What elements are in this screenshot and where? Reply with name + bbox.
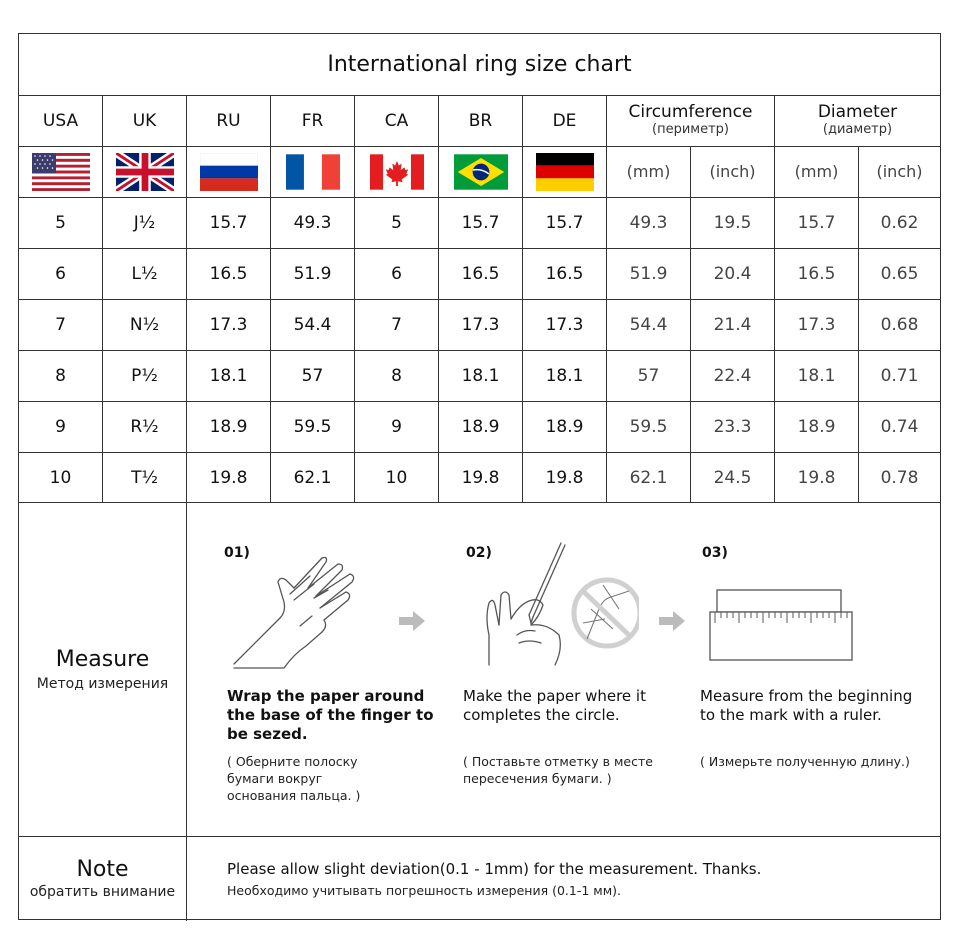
header-br: BR bbox=[468, 110, 493, 131]
table-cell: 54.4 bbox=[629, 315, 668, 335]
table-cell: 62.1 bbox=[293, 468, 332, 488]
header-ca: CA bbox=[384, 110, 409, 131]
header-ru: RU bbox=[216, 110, 241, 131]
table-cell: 18.1 bbox=[545, 366, 584, 386]
unit-inch: (inch) bbox=[709, 162, 756, 181]
step-1-text bbox=[227, 687, 434, 744]
note-label-cell bbox=[19, 837, 186, 920]
table-cell: P½ bbox=[131, 366, 158, 386]
step-2-text bbox=[463, 687, 646, 725]
table-cell: 6 bbox=[55, 264, 66, 284]
table-cell: 19.8 bbox=[797, 468, 836, 488]
brazil-flag bbox=[439, 146, 522, 197]
table-cell: 54.4 bbox=[293, 315, 332, 335]
table-cell: 15.7 bbox=[797, 213, 836, 233]
table-cell: 49.3 bbox=[293, 213, 332, 233]
table-cell: 0.62 bbox=[880, 213, 919, 233]
measure-label-cell bbox=[19, 503, 186, 836]
table-cell: 16.5 bbox=[545, 264, 584, 284]
note-text: Please allow slight deviation(0.1 - 1mm) for the measurement. Thanks. bbox=[227, 860, 762, 878]
uk-flag bbox=[103, 146, 186, 197]
header-fr: FR bbox=[301, 110, 324, 131]
note-label-ru: обратить внимание bbox=[29, 884, 176, 901]
step-2-text-line: Make the paper where it bbox=[463, 687, 646, 705]
step-1-number: 01) bbox=[224, 545, 250, 561]
table-cell: 59.5 bbox=[629, 417, 668, 437]
table-cell: 8 bbox=[391, 366, 402, 386]
table-cell: 5 bbox=[55, 213, 66, 233]
table-cell: 57 bbox=[637, 366, 660, 386]
table-cell: 15.7 bbox=[209, 213, 248, 233]
table-cell: 9 bbox=[391, 417, 402, 437]
table-cell: 10 bbox=[385, 468, 408, 488]
table-cell: 18.1 bbox=[209, 366, 248, 386]
divider bbox=[186, 836, 187, 921]
ring-size-chart bbox=[18, 33, 941, 920]
table-cell: 0.71 bbox=[880, 366, 919, 386]
step-2-number: 02) bbox=[466, 545, 492, 561]
table-cell: 23.3 bbox=[713, 417, 752, 437]
table-cell: 17.3 bbox=[209, 315, 248, 335]
table-cell: 17.3 bbox=[797, 315, 836, 335]
table-cell: J½ bbox=[133, 213, 156, 233]
table-cell: 15.7 bbox=[545, 213, 584, 233]
circumference-label-ru: (периметр) bbox=[652, 121, 729, 137]
note-text-ru: Необходимо учитывать погрешность измерения (0.1-1 мм). bbox=[227, 883, 621, 898]
table-cell: 51.9 bbox=[629, 264, 668, 284]
usa-flag bbox=[19, 146, 102, 197]
diameter-label: Diameter bbox=[817, 102, 898, 123]
header-circumference bbox=[607, 95, 774, 146]
arrow-right-icon bbox=[399, 611, 425, 631]
step-1-text-line: the base of the finger to bbox=[227, 706, 434, 724]
table-cell: 51.9 bbox=[293, 264, 332, 284]
measure-label-ru: Метод измерения bbox=[36, 675, 169, 692]
arrow-right-icon bbox=[659, 611, 685, 631]
step-1-text-ru bbox=[227, 753, 360, 804]
table-cell: 17.3 bbox=[461, 315, 500, 335]
table-cell: 0.68 bbox=[880, 315, 919, 335]
step-3-number: 03) bbox=[702, 545, 728, 561]
table-cell: 16.5 bbox=[797, 264, 836, 284]
table-cell: N½ bbox=[129, 315, 160, 335]
diameter-label-ru: (диаметр) bbox=[822, 121, 893, 137]
table-cell: 19.5 bbox=[713, 213, 752, 233]
table-cell: 16.5 bbox=[461, 264, 500, 284]
table-cell: 7 bbox=[55, 315, 66, 335]
france-flag bbox=[271, 146, 354, 197]
step-3-ru-line: ( Измерьте полученную длину.) bbox=[700, 754, 910, 769]
table-cell: 17.3 bbox=[545, 315, 584, 335]
table-cell: 10 bbox=[49, 468, 72, 488]
header-de: DE bbox=[552, 110, 577, 131]
table-cell: 18.9 bbox=[797, 417, 836, 437]
table-cell: 21.4 bbox=[713, 315, 752, 335]
step-3-text bbox=[700, 687, 912, 725]
table-cell: 19.8 bbox=[461, 468, 500, 488]
table-cell: 6 bbox=[391, 264, 402, 284]
table-cell: 8 bbox=[55, 366, 66, 386]
table-cell: 7 bbox=[391, 315, 402, 335]
unit-mm: (mm) bbox=[626, 162, 671, 181]
table-cell: 19.8 bbox=[545, 468, 584, 488]
table-cell: R½ bbox=[130, 417, 159, 437]
chart-title: International ring size chart bbox=[327, 52, 632, 77]
step-1-text-line: be sezed. bbox=[227, 725, 308, 743]
table-cell: 18.1 bbox=[461, 366, 500, 386]
table-cell: 0.78 bbox=[880, 468, 919, 488]
table-cell: 15.7 bbox=[461, 213, 500, 233]
step-3-text-ru bbox=[700, 753, 910, 770]
hand-wrap-illustration bbox=[224, 546, 364, 674]
canada-flag bbox=[355, 146, 438, 197]
circumference-label: Circumference bbox=[628, 102, 753, 123]
unit-mm: (mm) bbox=[794, 162, 839, 181]
table-cell: 19.8 bbox=[209, 468, 248, 488]
unit-inch: (inch) bbox=[876, 162, 923, 181]
note-label: Note bbox=[76, 856, 129, 882]
table-cell: 18.9 bbox=[545, 417, 584, 437]
table-cell: 49.3 bbox=[629, 213, 668, 233]
table-cell: 57 bbox=[301, 366, 324, 386]
table-cell: 0.74 bbox=[880, 417, 919, 437]
table-cell: 18.9 bbox=[461, 417, 500, 437]
header-diameter bbox=[775, 95, 940, 146]
table-cell: 18.1 bbox=[797, 366, 836, 386]
table-cell: 24.5 bbox=[713, 468, 752, 488]
header-uk: UK bbox=[132, 110, 157, 131]
table-cell: 5 bbox=[391, 213, 402, 233]
header-usa: USA bbox=[42, 110, 79, 131]
step-2-text-line: completes the circle. bbox=[463, 706, 620, 724]
step-1-ru-line: ( Оберните полоску bbox=[227, 754, 358, 769]
table-cell: 62.1 bbox=[629, 468, 668, 488]
step-1-ru-line: бумаги вокруг bbox=[227, 771, 323, 786]
russia-flag bbox=[187, 146, 270, 197]
step-1-text-line: Wrap the paper around bbox=[227, 687, 425, 705]
table-cell: T½ bbox=[131, 468, 158, 488]
step-3-text-line: to the mark with a ruler. bbox=[700, 706, 882, 724]
germany-flag bbox=[523, 146, 606, 197]
table-cell: 9 bbox=[55, 417, 66, 437]
step-3-text-line: Measure from the beginning bbox=[700, 687, 913, 705]
table-cell: L½ bbox=[131, 264, 158, 284]
table-cell: 16.5 bbox=[209, 264, 248, 284]
table-cell: 59.5 bbox=[293, 417, 332, 437]
table-cell: 18.9 bbox=[209, 417, 248, 437]
table-cell: 22.4 bbox=[713, 366, 752, 386]
step-2-ru-line: пересечения бумаги. ) bbox=[463, 771, 612, 786]
measure-label: Measure bbox=[55, 647, 150, 673]
mark-paper-illustration bbox=[459, 539, 639, 671]
table-cell: 20.4 bbox=[713, 264, 752, 284]
ruler-illustration bbox=[707, 587, 855, 663]
step-1-ru-line: основания пальца. ) bbox=[227, 788, 361, 803]
step-2-ru-line: ( Поставьте отметку в месте bbox=[463, 754, 653, 769]
table-cell: 0.65 bbox=[880, 264, 919, 284]
step-2-text-ru bbox=[463, 753, 653, 787]
